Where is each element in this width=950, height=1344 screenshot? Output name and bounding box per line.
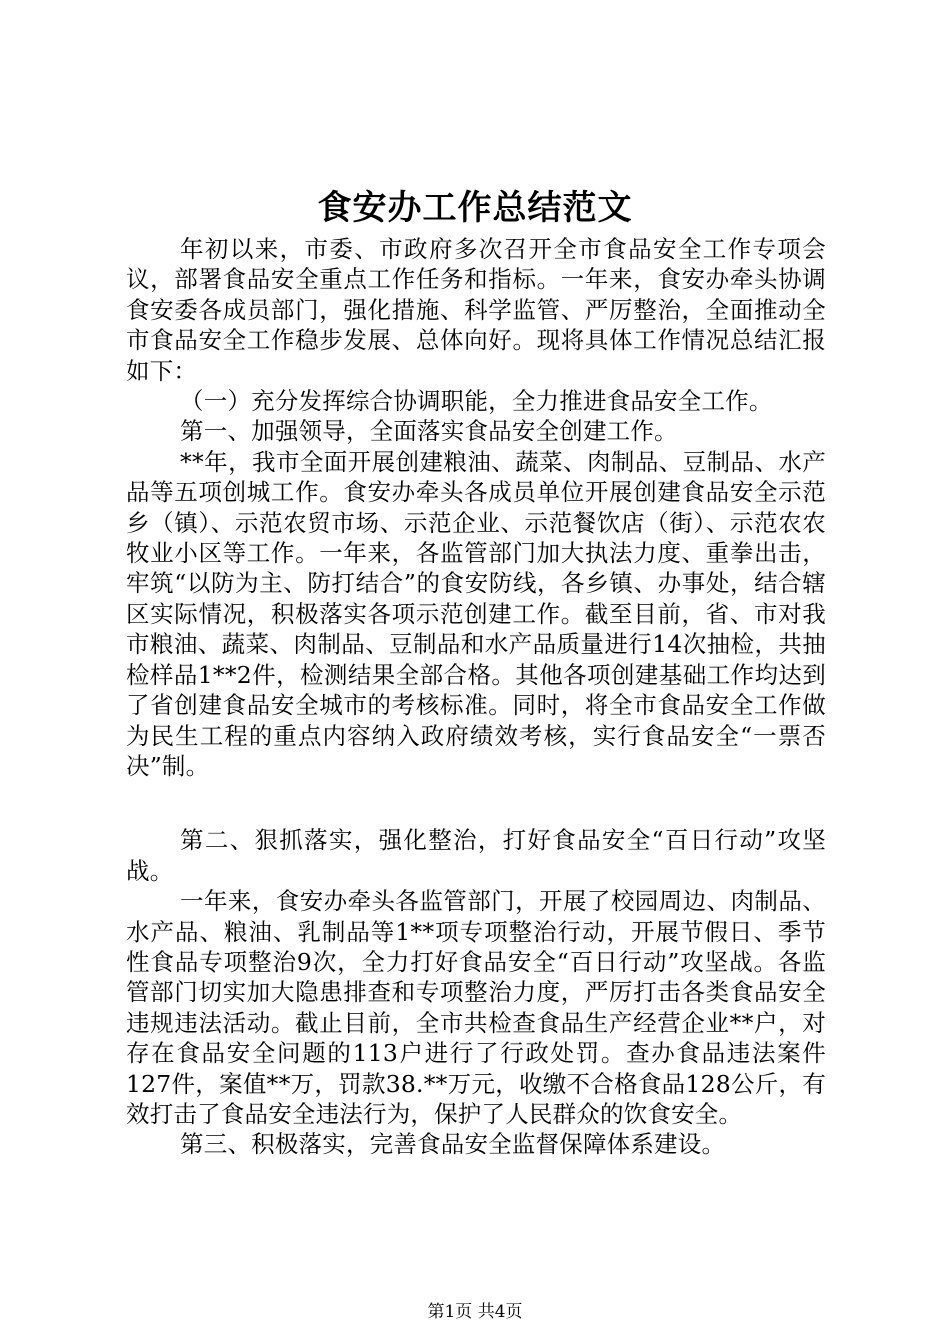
page-number: 第1页 共4页: [427, 1302, 523, 1322]
paragraph-spacer: [126, 781, 826, 825]
paragraph-hundred-day-action: 一年来，食安办牵头各监管部门，开展了校园周边、肉制品、水产品、粮油、乳制品等1**项专项整治行动，开展节假日、季节性食品专项整治9次，全力打好食品安全“百日行动”攻坚战。各监管部门切实加大隐患排查和专项整治力度，严厉打击各类食品安全违规违法活动。截止目前，全市共检查食品生产经营企业**户，对存在食品安全问题的113户进行了行政处罚。查办食品违法案件127件，案值**万，罚款38.**万元，收缴不合格食品128公斤，有效打击了食品安全违法行为，保护了人民群众的饮食安全。: [126, 887, 826, 1128]
document-body: [126, 234, 826, 1160]
paragraph-intro: 年初以来，市委、市政府多次召开全市食品安全工作专项会议，部署食品安全重点工作任务和指标。一年来，食安办牵头协调食安委各成员部门，强化措施、科学监管、严厉整治，全面推动全市食品安全工作稳步发展、总体向好。现将具体工作情况总结汇报如下：: [126, 235, 826, 385]
subheading-first: 第一、加强领导，全面落实食品安全创建工作。: [180, 417, 678, 446]
subheading-third: 第三、积极落实，完善食品安全监督保障体系建设。: [180, 1130, 726, 1159]
paragraph-creation-work: **年，我市全面开展创建粮油、蔬菜、肉制品、豆制品、水产品等五项创城工作。食安办牵头各成员单位开展创建食品安全示范乡（镇）、示范农贸市场、示范企业、示范餐饮店（街）、示范农农牧业小区等工作。一年来，各监管部门加大执法力度、重拳出击，牢筑“以防为主、防打结合”的食安防线，各乡镇、办事处，结合辖区实际情况，积极落实各项示范创建工作。截至目前，省、市对我市粮油、蔬菜、肉制品、豆制品和水产品质量进行14次抽检，共抽检样品1**2件，检测结果全部合格。其他各项创建基础工作均达到了省创建食品安全城市的考核标准。同时，将全市食品安全工作做为民生工程的重点内容纳入政府绩效考核，实行食品安全“一票否决”制。: [126, 447, 826, 780]
section-heading-1: （一）充分发挥综合协调职能，全力推进食品安全工作。: [180, 387, 773, 416]
document-title: 食安办工作总结范文: [317, 188, 633, 228]
subheading-second: 第二、狠抓落实，强化整治，打好食品安全“百日行动”攻坚战。: [126, 826, 826, 885]
